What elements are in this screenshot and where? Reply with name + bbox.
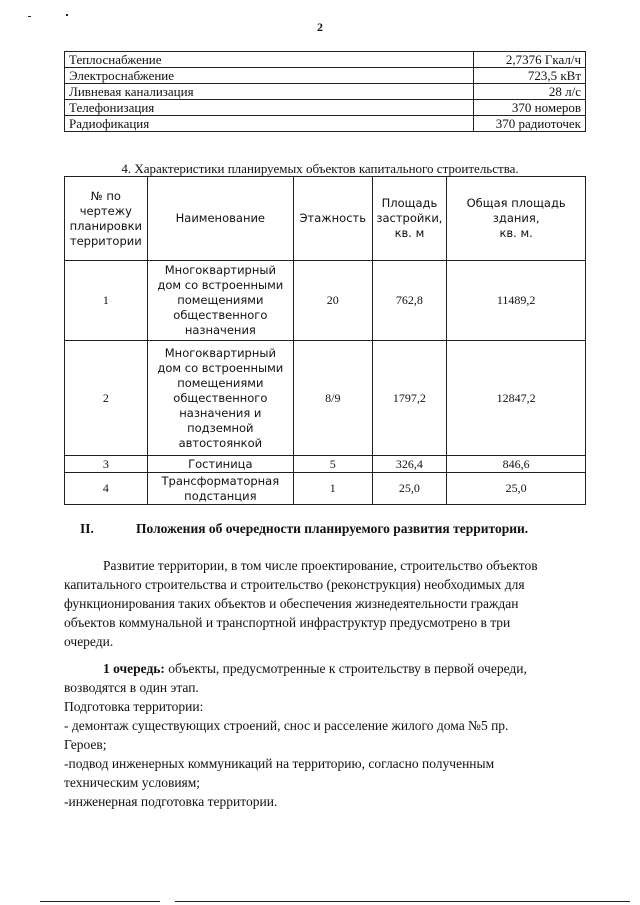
total-area: 12847,2 (447, 341, 586, 456)
built-area: 1797,2 (372, 341, 447, 456)
prep-list (64, 716, 586, 811)
scan-edge-line (175, 901, 630, 902)
building-name: Многоквартирный дом со встроенными помещениями общественного назначения и подземной автостоянкой (147, 341, 293, 456)
row-number: 4 (65, 473, 148, 505)
scan-speck (28, 16, 31, 17)
section-2-number: II. (80, 521, 94, 536)
utility-name: Электроснабжение (65, 68, 474, 84)
prep-title: Подготовка территории: (64, 699, 204, 714)
page-number: 2 (317, 20, 323, 34)
building-name: Трансформаторная подстанция (147, 473, 293, 505)
built-area: 25,0 (372, 473, 447, 505)
row-number: 3 (65, 456, 148, 473)
table-row (65, 68, 586, 84)
utility-value: 28 л/с (474, 84, 586, 100)
table-row (65, 52, 586, 68)
scan-edge-line (40, 901, 160, 902)
buildings-table (64, 176, 586, 505)
floors: 1 (294, 473, 373, 505)
table-row (65, 456, 586, 473)
header-name: Наименование (147, 177, 293, 261)
utility-name: Ливневая канализация (65, 84, 474, 100)
section-2-title: Положения об очередности планируемого развития территории. (136, 521, 529, 536)
section-4-title: 4. Характеристики планируемых объектов капитального строительства. (121, 161, 519, 176)
header-area: Площадь застройки, кв. м (372, 177, 447, 261)
scan-speck (66, 14, 68, 16)
utility-value: 723,5 кВт (474, 68, 586, 84)
table-row (65, 473, 586, 505)
header-total-area: Общая площадь здания, кв. м. (447, 177, 586, 261)
stage-1-paragraph: 1 очередь: объекты, предусмотренные к строительству в первой очереди, возводятся в один этап. Подготовка территории: (64, 659, 586, 716)
header-floors: Этажность (294, 177, 373, 261)
header-number: № по чертежу планировки территории (65, 177, 148, 261)
table-row (65, 100, 586, 116)
utility-name: Радиофикация (65, 116, 474, 132)
utility-name: Теплоснабжение (65, 52, 474, 68)
row-number: 2 (65, 341, 148, 456)
building-name: Многоквартирный дом со встроенными помещениями общественного назначения (147, 261, 293, 341)
total-area: 25,0 (447, 473, 586, 505)
built-area: 326,4 (372, 456, 447, 473)
building-name: Гостиница (147, 456, 293, 473)
utility-value: 370 номеров (474, 100, 586, 116)
total-area: 11489,2 (447, 261, 586, 341)
utility-value: 370 радиоточек (474, 116, 586, 132)
table-row (65, 341, 586, 456)
floors: 20 (294, 261, 373, 341)
list-item: - демонтаж существующих строений, снос и расселение жилого дома №5 пр. Героев; (64, 718, 509, 752)
table-header-row (65, 177, 586, 261)
table-row (65, 261, 586, 341)
table-row (65, 116, 586, 132)
stage-1-label: 1 очередь: (103, 661, 165, 676)
intro-paragraph: Развитие территории, в том числе проектирование, строительство объектов капитального строительства и строительство (реконструкция) необходимых для функционирования таких объектов и обеспечения жизнедеятельности граждан объектов коммунальной и транспортной инфраструктур предусмотрено в три очереди. (64, 558, 538, 649)
floors: 8/9 (294, 341, 373, 456)
utility-value: 2,7376 Гкал/ч (474, 52, 586, 68)
table-row (65, 84, 586, 100)
total-area: 846,6 (447, 456, 586, 473)
utility-name: Телефонизация (65, 100, 474, 116)
section-2-heading (80, 521, 528, 537)
row-number: 1 (65, 261, 148, 341)
list-item: -подвод инженерных коммуникаций на территорию, согласно полученным техническим условиям; (64, 756, 495, 790)
list-item: -инженерная подготовка территории. (64, 794, 278, 809)
utilities-table (64, 51, 586, 132)
built-area: 762,8 (372, 261, 447, 341)
floors: 5 (294, 456, 373, 473)
